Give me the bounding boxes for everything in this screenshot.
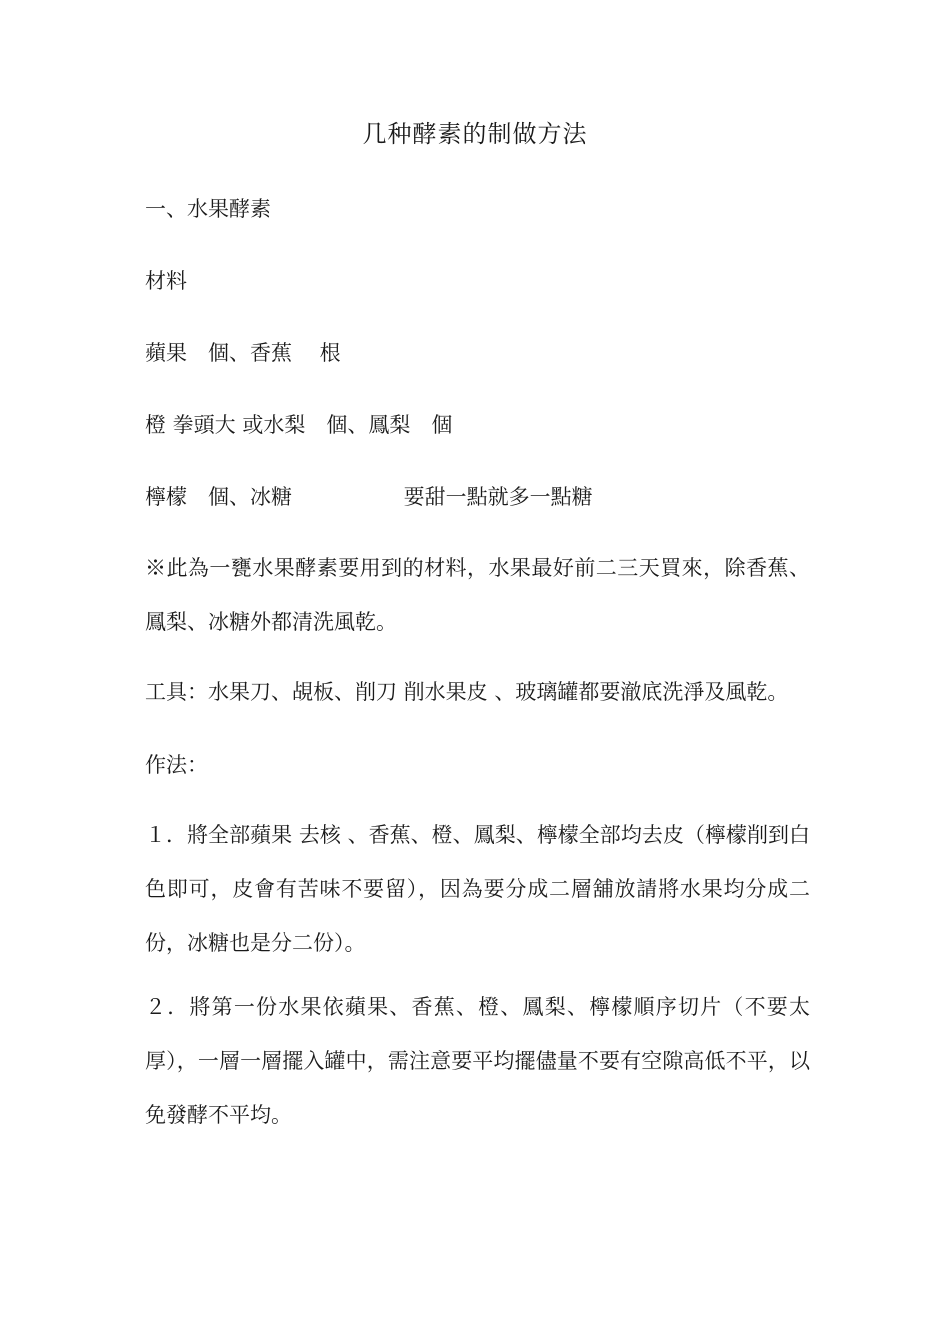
tools-line: 工具：水果刀、覘板、削刀 削水果皮 、玻璃罐都要澈底洗淨及風乾。 — [145, 680, 789, 704]
material-line-3: 檸檬 個、冰糖 要甜一點就多一點糖 — [145, 485, 593, 509]
material-line-1: 蘋果 個、香蕉 根 — [145, 341, 341, 365]
step-2: ２．將第一份水果依蘋果、香蕉、橙、鳳梨、檸檬順序切片（不要太厚），一層一層擺入罐中，需注意要平均擺儘量不要有空隙高低不平，以免發酵不平均。 — [145, 995, 810, 1127]
method-label: 作法： — [145, 753, 208, 777]
material-line-2: 橙 拳頭大 或水梨 個、鳳梨 個 — [145, 413, 453, 437]
materials-label: 材料 — [145, 269, 187, 293]
step-1: １．將全部蘋果 去核 、香蕉、橙、鳳梨、檸檬全部均去皮（檸檬削到白色即可，皮會有苦味不要留），因為要分成二層舖放請將水果均分成二份，冰糖也是分二份）。 — [145, 823, 810, 955]
materials-note: ※此為一甕水果酵素要用到的材料，水果最好前二三天買來，除香蕉、鳳梨、冰糖外都清洗風乾。 — [145, 556, 810, 634]
document-title: 几种酵素的制做方法 — [362, 120, 588, 148]
section-heading: 一、水果酵素 — [145, 197, 271, 221]
